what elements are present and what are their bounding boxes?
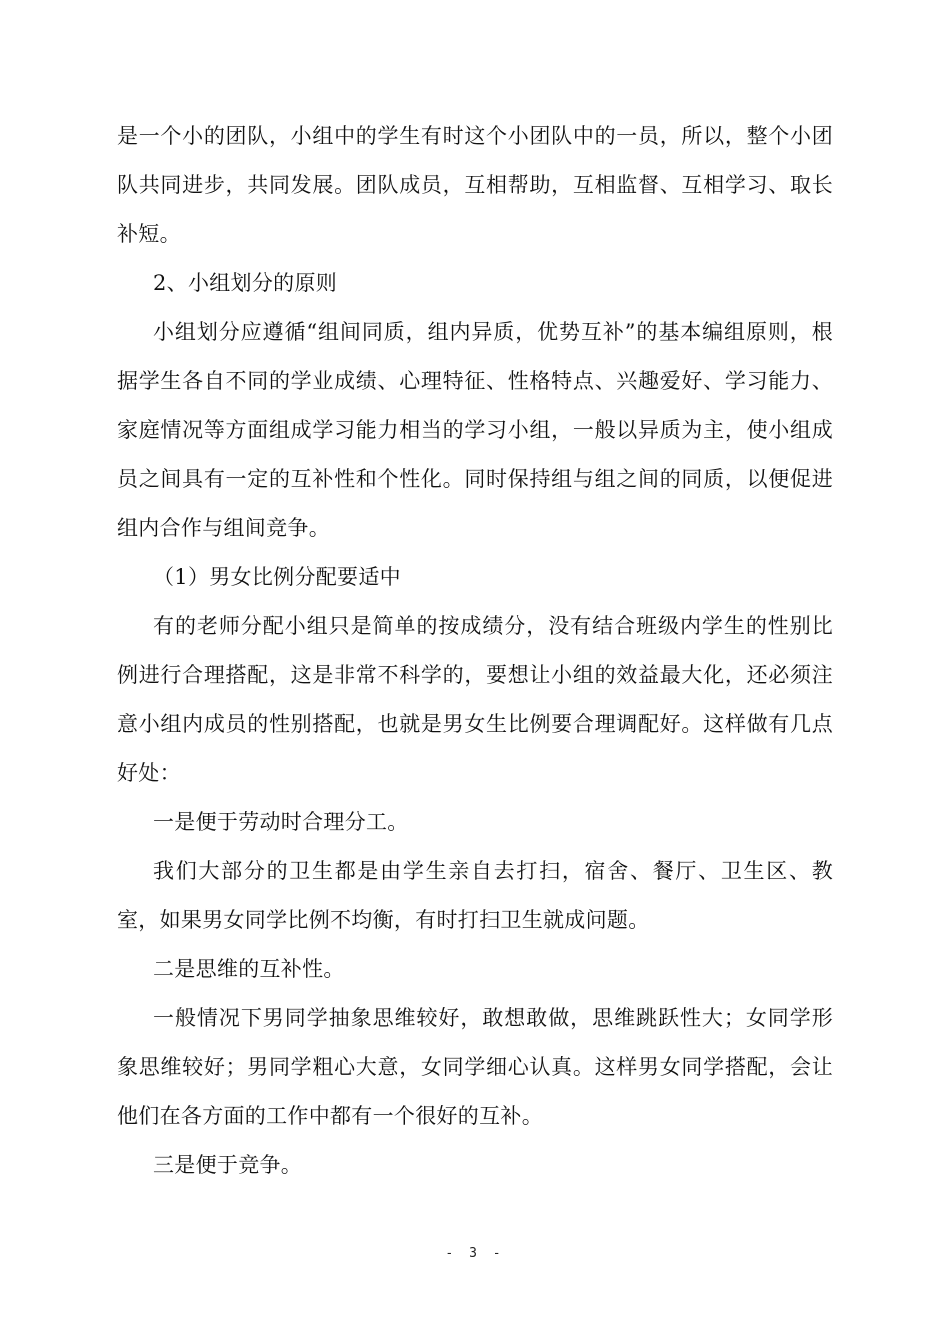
paragraph: 有的老师分配小组只是简单的按成绩分，没有结合班级内学生的性别比例进行合理搭配，这是非常不科学的，要想让小组的效益最大化，还必须注意小组内成员的性别搭配，也就是男女生比例要合理调配好。这样做有几点好处：: [117, 614, 833, 785]
point-heading: 一是便于劳动时合理分工。: [153, 810, 409, 834]
document-body: [117, 112, 833, 1190]
paragraph: 一般情况下男同学抽象思维较好，敢想敢做，思维跳跃性大；女同学形象思维较好；男同学粗心大意，女同学细心认真。这样男女同学搭配，会让他们在各方面的工作中都有一个很好的互补。: [117, 1006, 833, 1128]
point-heading: 三是便于竞争。: [153, 1153, 303, 1177]
paragraph: 我们大部分的卫生都是由学生亲自去打扫，宿舍、餐厅、卫生区、教室，如果男女同学比例不均衡，有时打扫卫生就成问题。: [117, 859, 833, 932]
subsection-heading: （1）男女比例分配要适中: [153, 565, 401, 589]
section-heading: 2、小组划分的原则: [153, 271, 338, 295]
point-heading: 二是思维的互补性。: [153, 957, 345, 981]
paragraph: 小组划分应遵循“组间同质，组内异质，优势互补”的基本编组原则，根据学生各自不同的学业成绩、心理特征、性格特点、兴趣爱好、学习能力、家庭情况等方面组成学习能力相当的学习小组，一般以异质为主，使小组成员之间具有一定的互补性和个性化。同时保持组与组之间的同质，以便促进组内合作与组间竞争。: [117, 320, 833, 540]
page-number: - 3 -: [445, 1246, 505, 1261]
paragraph: 是一个小的团队，小组中的学生有时这个小团队中的一员，所以，整个小团队共同进步，共同发展。团队成员，互相帮助，互相监督、互相学习、取长补短。: [117, 124, 833, 246]
